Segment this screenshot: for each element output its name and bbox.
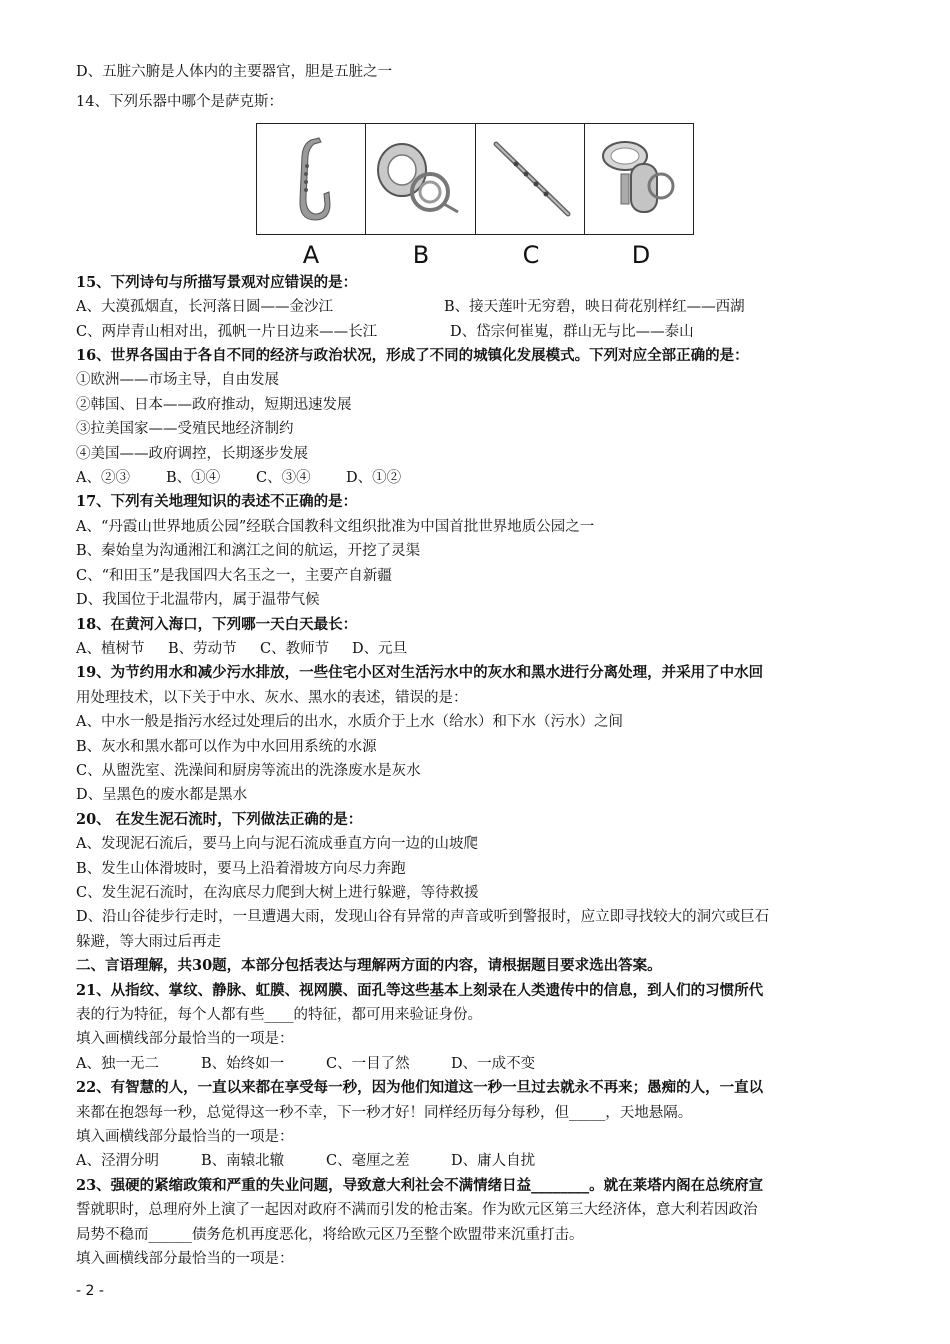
list-item: ②韩国、日本——政府推动，短期迅速发展 xyxy=(76,396,352,413)
question-15-stem: 15、下列诗句与所描写景观对应错误的是： xyxy=(76,273,358,291)
option: D、我国位于北温带内，属于温带气候 xyxy=(76,592,320,609)
option: A、植树节 xyxy=(76,640,145,657)
tuba-image xyxy=(585,124,693,234)
answer-prompt: 填入画横线部分最恰当的一项是： xyxy=(76,1251,294,1268)
option: D、①② xyxy=(346,470,402,487)
list-item: ③拉美国家——受殖民地经济制约 xyxy=(76,421,294,438)
question-21-stem: 21、从指纹、掌纹、静脉、虹膜、视网膜、面孔等这些基本上刻录在人类遗传中的信息，到人们的习惯所代 xyxy=(76,981,764,999)
option: A、中水一般是指污水经过处理后的出水，水质介于上水（给水）和下水（污水）之间 xyxy=(76,714,623,731)
question-16-options xyxy=(76,466,876,490)
option-label: A xyxy=(302,240,320,269)
flute-image xyxy=(476,124,585,234)
option: A、②③ xyxy=(76,470,130,487)
option: C、两岸青山相对出，孤帆一片日边来——长江 xyxy=(76,323,378,340)
question-23-stem-cont: 局势不稳而______债务危机再度恶化，将给欧元区乃至整个欧盟带来沉重打击。 xyxy=(76,1226,584,1243)
question-18-stem: 18、在黄河入海口，下列哪一天白天最长： xyxy=(76,615,358,633)
answer-prompt: 填入画横线部分最恰当的一项是： xyxy=(76,1129,294,1146)
question-14-stem: 14、下列乐器中哪个是萨克斯： xyxy=(76,94,283,111)
text-line: D、五脏六腑是人体内的主要器官，胆是五脏之一 xyxy=(76,64,393,80)
option: C、毫厘之差 xyxy=(326,1153,410,1170)
section-heading: 二、言语理解，共30题，本部分包括表达与理解两方面的内容，请根据题目要求选出答案。 xyxy=(76,957,662,975)
option: C、发生泥石流时，在沟底尽力爬到大树上进行躲避，等待救援 xyxy=(76,884,479,901)
option: B、始终如一 xyxy=(201,1055,285,1072)
option: D、一成不变 xyxy=(451,1055,536,1072)
option: A、“丹霞山世界地质公园”经联合国教科文组织批准为中国首批世界地质公园之一 xyxy=(76,518,595,535)
page-content xyxy=(76,60,876,1271)
list-item: ④美国——政府调控，长期逐步发展 xyxy=(76,445,308,462)
answer-prompt: 填入画横线部分最恰当的一项是： xyxy=(76,1031,294,1048)
option: D、沿山谷徒步行走时，一旦遭遇大雨，发现山谷有异常的声音或听到警报时，应立即寻找较大的洞穴或巨石 xyxy=(76,909,770,926)
list-item: ①欧洲——市场主导，自由发展 xyxy=(76,372,279,389)
option: A、发现泥石流后，要马上向与泥石流成垂直方向一边的山坡爬 xyxy=(76,836,478,853)
option: D、庸人自扰 xyxy=(451,1153,536,1170)
option: C、教师节 xyxy=(260,640,330,657)
option: D、元旦 xyxy=(352,640,408,657)
option: C、从盥洗室、洗澡间和厨房等流出的洗涤废水是灰水 xyxy=(76,762,421,779)
option: C、一目了然 xyxy=(326,1055,410,1072)
question-15-options-row1 xyxy=(76,295,876,319)
question-15-options-row2 xyxy=(76,320,876,344)
option: B、秦始皇为沟通湘江和漓江之间的航运，开挖了灵渠 xyxy=(76,543,421,560)
option: A、大漠孤烟直，长河落日圆——金沙江 xyxy=(76,299,333,316)
option: D、呈黑色的废水都是黑水 xyxy=(76,787,248,804)
option: B、劳动节 xyxy=(168,640,237,657)
option-cont: 躲避，等大雨过后再走 xyxy=(76,933,221,950)
option: D、岱宗何崔嵬，群山无与比——泰山 xyxy=(450,323,694,340)
question-21-stem-cont: 表的行为特征，每个人都有些____的特征，都可用来验证身份。 xyxy=(76,1007,482,1023)
question-19-stem: 19、为节约用水和减少污水排放，一些住宅小区对生活污水中的灰水和黑水进行分离处理，并采用了中水回 xyxy=(76,664,764,682)
question-23-stem-cont: 誓就职时，总理府外上演了一起因对政府不满而引发的枪击案。作为欧元区第三大经济体，意大利若因政治 xyxy=(76,1202,758,1219)
question-20-stem: 20、 在发生泥石流时，下列做法正确的是： xyxy=(76,810,363,828)
question-19-stem-cont: 用处理技术，以下关于中水、灰水、黑水的表述，错误的是： xyxy=(76,689,468,706)
option: C、③④ xyxy=(256,470,311,487)
option: A、独一无二 xyxy=(76,1055,159,1072)
question-22-stem: 22、有智慧的人，一直以来都在享受每一秒，因为他们知道这一秒一旦过去就永不再来；愚痴的人，一直以 xyxy=(76,1079,764,1097)
option: B、发生山体滑坡时，要马上沿着滑坡方向尽力奔跑 xyxy=(76,860,406,877)
saxophone-image xyxy=(257,124,366,234)
option: B、灰水和黑水都可以作为中水回用系统的水源 xyxy=(76,738,377,755)
question-23-stem: 23、强硬的紧缩政策和严重的失业问题，导致意大利社会不满情绪日益________。就在莱塔内阁在总统府宣 xyxy=(76,1176,764,1194)
option: B、接天莲叶无穷碧，映日荷花别样红——西湖 xyxy=(444,299,745,316)
question-22-stem-cont: 来都在抱怨每一秒，总觉得这一秒不幸，下一秒才好！同样经历每分每秒，但_____，天地悬隔。 xyxy=(76,1104,693,1121)
instrument-figure xyxy=(256,123,696,269)
question-21-options xyxy=(76,1052,876,1076)
option-label: D xyxy=(631,240,651,269)
option: C、“和田玉”是我国四大名玉之一，主要产自新疆 xyxy=(76,567,392,584)
option: B、南辕北辙 xyxy=(201,1153,285,1170)
option-label: B xyxy=(412,240,430,269)
french-horn-image xyxy=(366,124,475,234)
question-17-stem: 17、下列有关地理知识的表述不正确的是： xyxy=(76,493,358,511)
option: B、①④ xyxy=(166,470,221,487)
option: A、泾渭分明 xyxy=(76,1153,159,1170)
page-number: - 2 - xyxy=(76,1283,104,1299)
question-22-options xyxy=(76,1149,876,1173)
question-18-options xyxy=(76,637,876,661)
question-16-stem: 16、世界各国由于各自不同的经济与政治状况，形成了不同的城镇化发展模式。下列对应全部正确的是： xyxy=(76,347,749,365)
option-label: C xyxy=(522,240,540,269)
